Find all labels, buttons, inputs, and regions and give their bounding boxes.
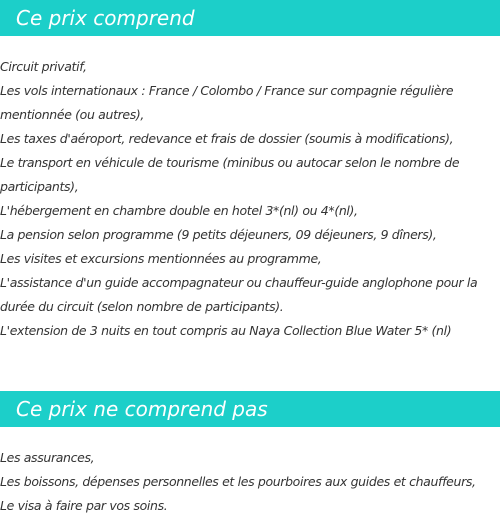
list-item: Les visites et excursions mentionnées au programme, xyxy=(0,251,322,266)
list-item: Les vols internationaux : France / Colombo / France sur compagnie régulière mentionnée (ou autres), xyxy=(0,83,454,122)
list-item: L'assistance d'un guide accompagnateur ou chauffeur-guide anglophone pour la durée du circuit (selon nombre de participants). xyxy=(0,275,478,314)
price-includes-list xyxy=(0,55,500,343)
list-item: Le transport en véhicule de tourisme (minibus ou autocar selon le nombre de participants), xyxy=(0,155,460,194)
list-item: La pension selon programme (9 petits déjeuners, 09 déjeuners, 9 dîners), xyxy=(0,227,437,242)
list-item: L'hébergement en chambre double en hotel 3*(nl) ou 4*(nl), xyxy=(0,203,358,218)
list-item: Les assurances, xyxy=(0,450,95,465)
list-item: Les taxes d'aéroport, redevance et frais de dossier (soumis à modifications), xyxy=(0,131,454,146)
list-item: Circuit privatif, xyxy=(0,59,87,74)
list-item: Les boissons, dépenses personnelles et les pourboires aux guides et chauffeurs, xyxy=(0,474,476,489)
list-item: Le visa à faire par vos soins. xyxy=(0,498,168,513)
list-item: L'extension de 3 nuits en tout compris au Naya Collection Blue Water 5* (nl) xyxy=(0,323,452,338)
price-excludes-list xyxy=(0,446,500,518)
section-header-price-includes: Ce prix comprend xyxy=(0,0,500,36)
section-header-price-excludes: Ce prix ne comprend pas xyxy=(0,391,500,427)
